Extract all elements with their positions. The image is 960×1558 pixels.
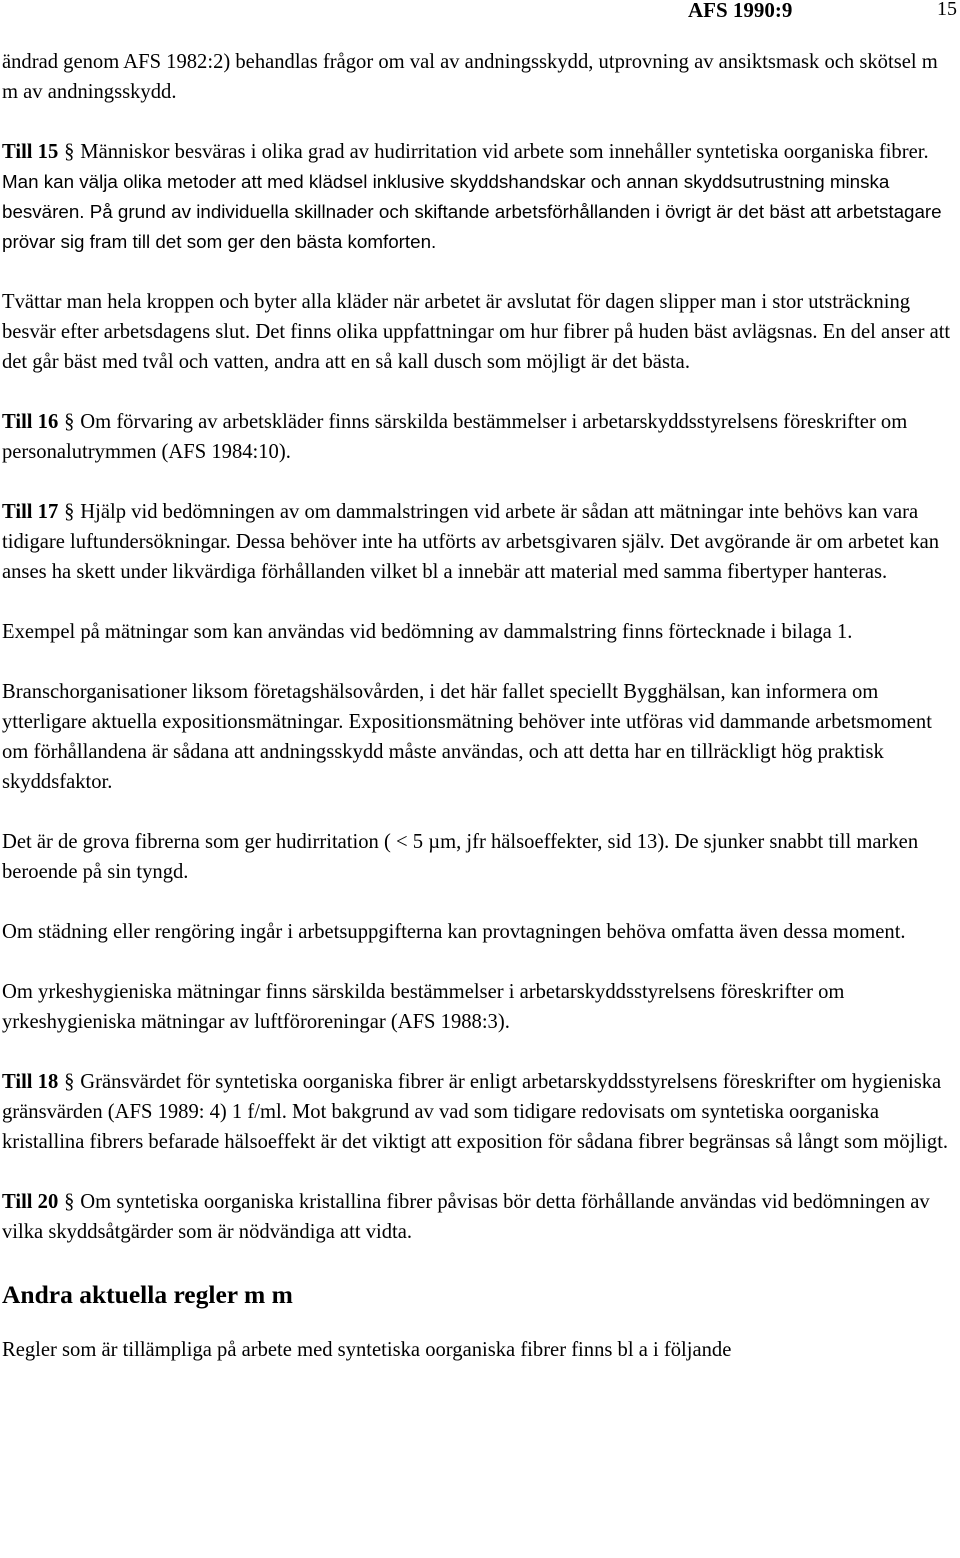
paragraph-till-16-text: Om förvaring av arbetskläder finns särskilda bestämmelser i arbetarskyddsstyrelsens föreskrifter om personalutrymmen (AFS 1984:10). bbox=[2, 411, 908, 463]
paragraph-rules: Regler som är tillämpliga på arbete med syntetiska oorganiska fibrer finns bl a i följande bbox=[2, 1339, 732, 1361]
paragraph-branch-organisations: Branschorganisationer liksom företagshälsovården, i det här fallet speciellt Bygghälsan, kan informera om ytterligare aktuella expositionsmätningar. Expositionsmätning behöver inte utföras vid dammande arbetsmoment om förhållandena är sådana att andningsskydd måste användas, och att detta har en tillräckligt hög praktisk skyddsfaktor. bbox=[2, 681, 932, 793]
paragraph-cleaning: Om städning eller rengöring ingår i arbetsuppgifterna kan provtagningen behöva omfatta även dessa moment. bbox=[2, 921, 906, 943]
section-reference-till-17: Till 17 bbox=[2, 501, 59, 523]
document-body bbox=[2, 47, 958, 1395]
paragraph-till-17 bbox=[2, 497, 958, 587]
paragraph-till-18 bbox=[2, 1067, 958, 1157]
section-sign-icon: § bbox=[64, 501, 75, 523]
page-header bbox=[0, 0, 960, 30]
paragraph-till-20 bbox=[2, 1187, 958, 1247]
paragraph-till-16 bbox=[2, 407, 958, 467]
document-id: AFS 1990:9 bbox=[688, 0, 793, 22]
paragraph-till-17-text: Hjälp vid bedömningen av om dammalstringen vid arbete är sådan att mätningar inte behövs kan vara tidigare luftundersökningar. Dessa behöver inte ha utförts av arbetsgivaren själv. Det avgörande är om arbetet kan anses ha skett under likvärdiga förhållanden vilket bl a innebär att material med samma fibertyper hanteras. bbox=[2, 501, 940, 583]
section-sign-icon: § bbox=[64, 1071, 75, 1093]
paragraph-coarse-fibres: Det är de grova fibrerna som ger hudirritation ( < 5 µm, jfr hälsoeffekter, sid 13). De sjunker snabbt till marken beroende på sin tyngd. bbox=[2, 831, 919, 883]
page-number: 15 bbox=[937, 0, 957, 20]
paragraph-till-18-text: Gränsvärdet för syntetiska oorganiska fibrer är enligt arbetarskyddsstyrelsens föreskrifter om hygieniska gränsvärden (AFS 1989: 4) 1 f/ml. Mot bakgrund av vad som tidigare redovisats om syntetiska oorganiska kristallina fibrers befarade hälsoeffekt är det viktigt att exposition för sådana fibrer begränsas så långt som möjligt. bbox=[2, 1071, 949, 1153]
paragraph-continuation: ändrad genom AFS 1982:2) behandlas frågor om val av andningsskydd, utprovning av ansiktsmask och skötsel m m av andningsskydd. bbox=[2, 51, 938, 103]
paragraph-till-20-text: Om syntetiska oorganiska kristallina fibrer påvisas bör detta förhållande användas vid bedömningen av vilka skyddsåtgärder som är nödvändiga att vidta. bbox=[2, 1191, 930, 1243]
section-reference-till-20: Till 20 bbox=[2, 1191, 59, 1213]
section-reference-till-18: Till 18 bbox=[2, 1071, 59, 1093]
section-sign-icon: § bbox=[64, 141, 75, 163]
paragraph-washing: Tvättar man hela kroppen och byter alla kläder när arbetet är avslutat för dagen slipper man i stor utsträckning besvär efter arbetsdagens slut. Det finns olika uppfattningar om hur fibrer på huden bäst avlägsnas. En del anser att det går bäst med tvål och vatten, andra att en så kall dusch som möjligt är det bästa. bbox=[2, 291, 951, 373]
paragraph-till-15-text-1: Människor besväras i olika grad av hudirritation vid arbete som innehåller syntetiska oorganiska fibrer. bbox=[80, 141, 929, 163]
paragraph-till-15-text-2: Man kan välja olika metoder att med klädsel inklusive skyddshandskar och annan skyddsutrustning minska besvären. På grund av individuella skillnader och skiftande arbetsförhållanden i övrigt är det bäst att arbetstagare prövar sig fram till det som ger den bästa komforten. bbox=[2, 171, 942, 252]
paragraph-examples: Exempel på mätningar som kan användas vid bedömning av dammalstring finns förtecknade i bilaga 1. bbox=[2, 621, 853, 643]
section-reference-till-15: Till 15 bbox=[2, 141, 59, 163]
section-sign-icon: § bbox=[64, 1191, 75, 1213]
paragraph-till-15 bbox=[2, 137, 958, 257]
section-sign-icon: § bbox=[64, 411, 75, 433]
paragraph-occupational-hygiene: Om yrkeshygieniska mätningar finns särskilda bestämmelser i arbetarskyddsstyrelsens föreskrifter om yrkeshygieniska mätningar av luftföroreningar (AFS 1988:3). bbox=[2, 981, 845, 1033]
section-reference-till-16: Till 16 bbox=[2, 411, 59, 433]
section-heading: Andra aktuella regler m m bbox=[2, 1280, 293, 1309]
